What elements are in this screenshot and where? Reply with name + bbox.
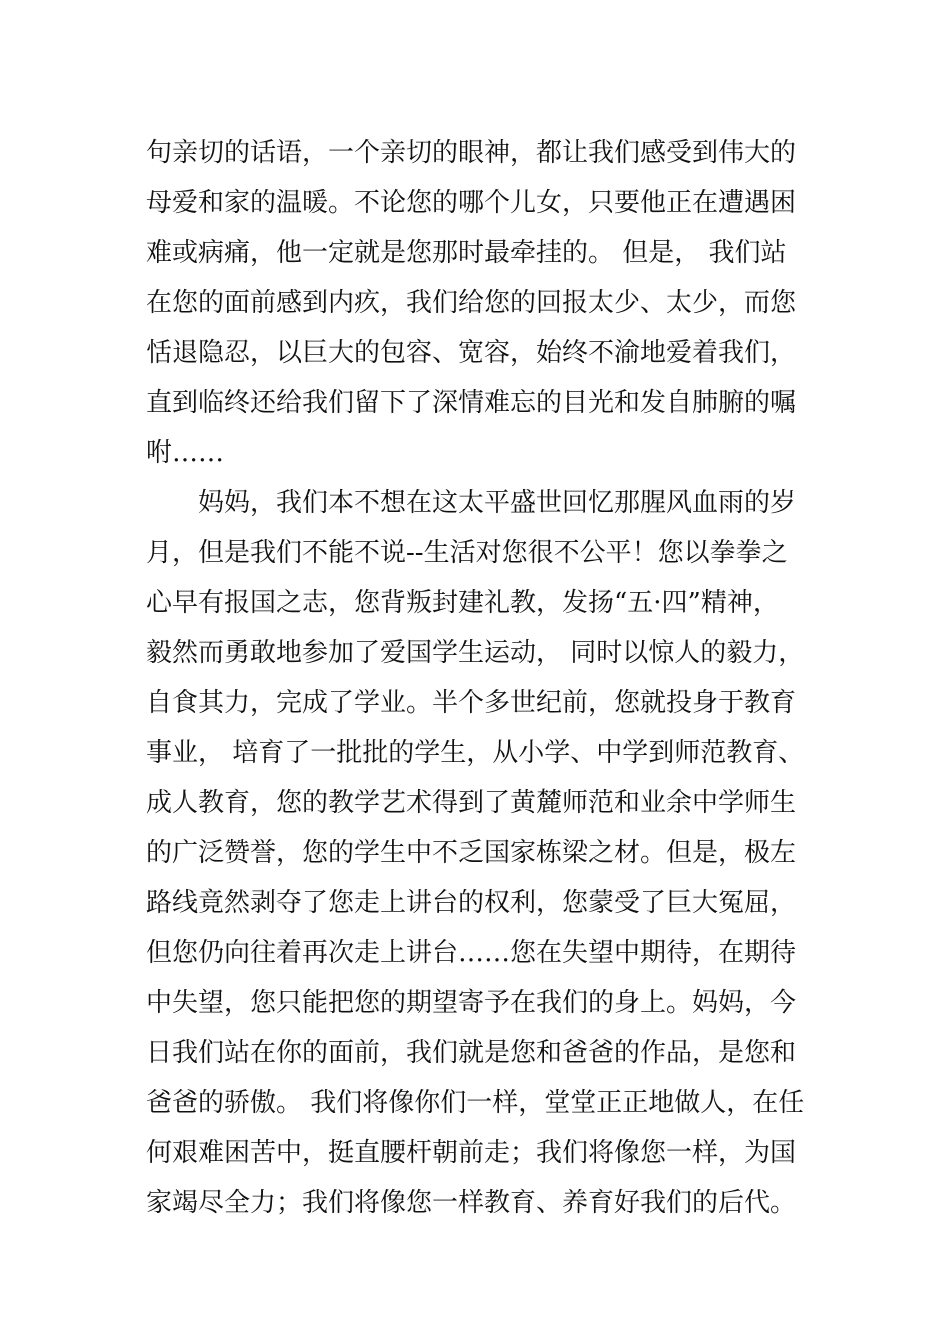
text-line: 句亲切的话语，一个亲切的眼神，都让我们感受到伟大的 xyxy=(146,138,797,168)
text-line: 家竭尽全力；我们将像您一样教育、养育好我们的后代。 xyxy=(146,1188,797,1218)
text-line: 中失望，您只能把您的期望寄予在我们的身上。妈妈，今 xyxy=(146,988,797,1018)
text-line: 但您仍向往着再次走上讲台……您在失望中期待，在期待 xyxy=(146,938,797,968)
text-line: 爸爸的骄傲。 我们将像你们一样，堂堂正正地做人，在任 xyxy=(146,1088,805,1118)
paragraph-first-line: 妈妈，我们本不想在这太平盛世回忆那腥风血雨的岁 xyxy=(198,488,797,518)
text-line: 路线竟然剥夺了您走上讲台的权利，您蒙受了巨大冤屈， xyxy=(146,888,797,918)
text-line: 恬退隐忍，以巨大的包容、宽容，始终不渝地爱着我们， xyxy=(146,338,797,368)
text-line: 母爱和家的温暖。不论您的哪个儿女，只要他正在遭遇困 xyxy=(146,188,797,218)
text-line: 日我们站在你的面前，我们就是您和爸爸的作品，是您和 xyxy=(146,1038,797,1068)
text-line: 心早有报国之志，您背叛封建礼教，发扬“五·四”精神， xyxy=(146,588,779,618)
text-line: 在您的面前感到内疚，我们给您的回报太少、太少，而您 xyxy=(146,288,797,318)
text-line: 何艰难困苦中，挺直腰杆朝前走；我们将像您一样，为国 xyxy=(146,1138,797,1168)
text-line: 难或病痛，他一定就是您那时最牵挂的。 但是， 我们站 xyxy=(146,238,787,268)
text-line: 自食其力，完成了学业。半个多世纪前，您就投身于教育 xyxy=(146,688,797,718)
text-line: 直到临终还给我们留下了深情难忘的目光和发自肺腑的嘱 xyxy=(146,388,797,418)
text-line: 毅然而勇敢地参加了爱国学生运动， 同时以惊人的毅力， xyxy=(146,638,805,668)
text-line: 月，但是我们不能不说--生活对您很不公平！您以拳拳之 xyxy=(146,538,788,568)
document-body xyxy=(146,128,836,1228)
text-line: 成人教育，您的教学艺术得到了黄麓师范和业余中学师生 xyxy=(146,788,797,818)
text-line: 咐…… xyxy=(146,438,225,468)
text-line: 事业， 培育了一批批的学生，从小学、中学到师范教育、 xyxy=(146,738,805,768)
text-line: 的广泛赞誉，您的学生中不乏国家栋梁之材。但是，极左 xyxy=(146,838,797,868)
